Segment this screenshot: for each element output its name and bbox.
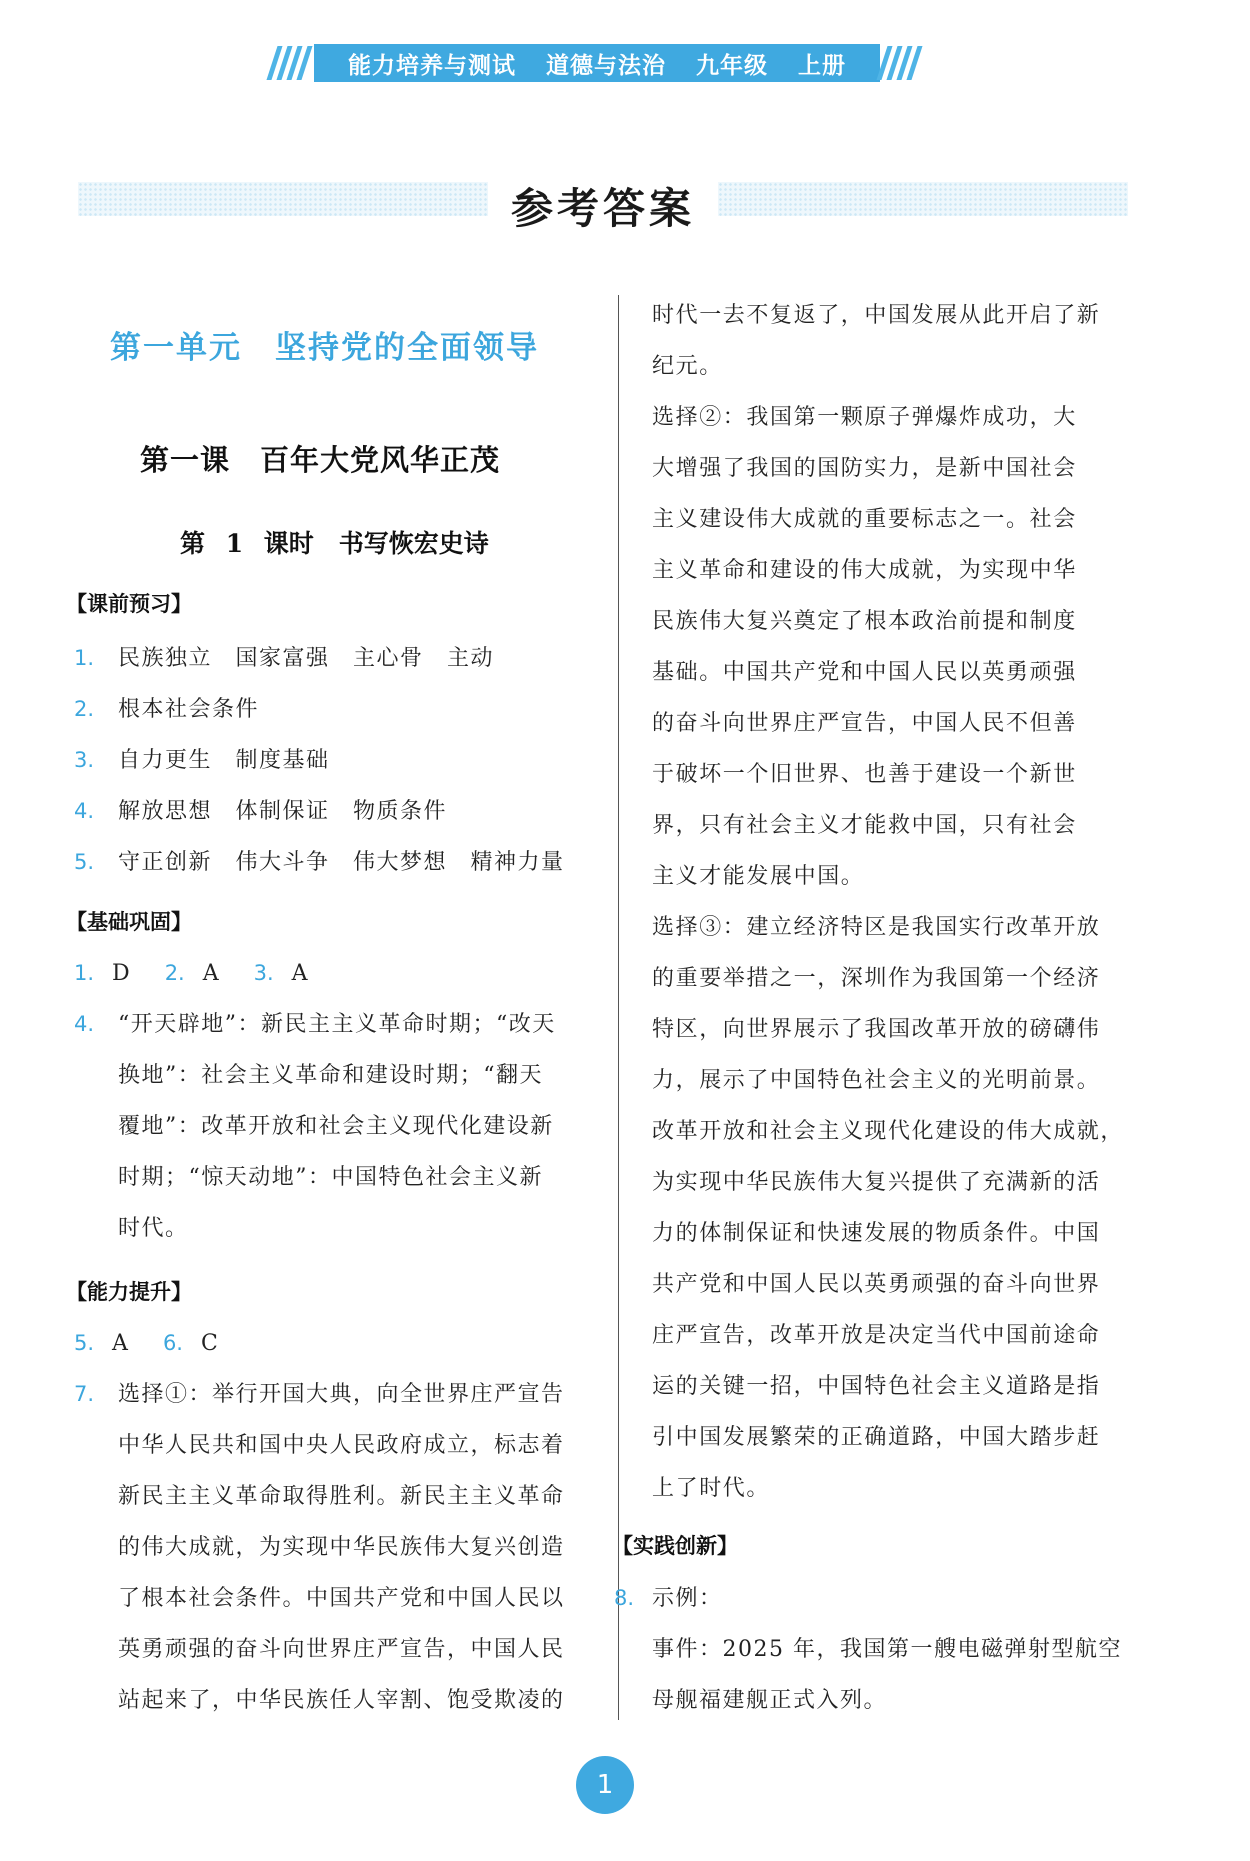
answer-line: 英勇顽强的奋斗向世界庄严宣告，中国人民: [118, 1637, 565, 1662]
answer-line: 选择②：我国第一颗原子弹爆炸成功，大: [652, 405, 1077, 430]
page-title: 参考答案: [510, 184, 695, 233]
answer-line: 主义建设伟大成就的重要标志之一。社会: [652, 507, 1077, 532]
choice-value: A: [202, 961, 219, 986]
column-divider: [618, 295, 619, 1720]
answer-line: 示例：: [652, 1586, 723, 1611]
answer-line: 选择①：举行开国大典，向全世界庄严宣告: [118, 1382, 565, 1407]
answer-line: 引中国发展繁荣的正确道路，中国大踏步赶: [652, 1425, 1101, 1450]
item-text: 自力更生 制度基础: [118, 748, 330, 773]
item-number: 8.: [614, 1586, 635, 1610]
answer-line: 上了时代。: [652, 1476, 771, 1501]
answer-line: 民族伟大复兴奠定了根本政治前提和制度: [652, 609, 1077, 634]
choice-number: 2.: [164, 961, 185, 985]
answer-line: 力，展示了中国特色社会主义的光明前景。: [652, 1068, 1101, 1093]
answer-line: 的奋斗向世界庄严宣告，中国人民不但善: [652, 711, 1077, 736]
lesson-title: 第一课 百年大党风华正茂: [140, 443, 501, 477]
answer-line: 选择③：建立经济特区是我国实行改革开放: [652, 915, 1101, 940]
banner-stripes-right: [882, 46, 922, 80]
period-title: 第 1 课时 书写恢宏史诗: [180, 529, 489, 558]
unit-title: 第一单元 坚持党的全面领导: [110, 330, 539, 366]
answer-line: 母舰福建舰正式入列。: [652, 1688, 888, 1713]
choice-value: C: [200, 1331, 218, 1356]
question-4-answer: [74, 999, 618, 1254]
answer-line: 事件：2025 年，我国第一艘电磁弹射型航空: [652, 1637, 1122, 1662]
item-text: 根本社会条件: [118, 697, 260, 722]
list-item: [74, 735, 618, 786]
subject-name: 道德与法治: [546, 52, 666, 79]
answer-line: 于破坏一个旧世界、也善于建设一个新世: [652, 762, 1077, 787]
answer-line: 时代一去不复返了，中国发展从此开启了新: [652, 303, 1101, 328]
answer-line: 纪元。: [652, 354, 723, 379]
answer-line: 新民主主义革命取得胜利。新民主主义革命: [118, 1484, 565, 1509]
item-text: 守正创新 伟大斗争 伟大梦想 精神力量: [118, 850, 565, 875]
banner-bar: [314, 44, 880, 82]
answer-line: 中华人民共和国中央人民政府成立，标志着: [118, 1433, 565, 1458]
page-number: 1: [576, 1756, 634, 1814]
choice-answers-row: [74, 1318, 246, 1369]
answer-line: 主义革命和建设的伟大成就，为实现中华: [652, 558, 1077, 583]
grade-name: 九年级: [696, 52, 768, 79]
answer-line: 为实现中华民族伟大复兴提供了充满新的活: [652, 1170, 1101, 1195]
item-number: 7.: [74, 1382, 95, 1406]
item-text: 民族独立 国家富强 主心骨 主动: [118, 646, 495, 671]
item-text: 解放思想 体制保证 物质条件: [118, 799, 448, 824]
item-number: 5.: [74, 850, 95, 874]
section-heading-ability: 【能力提升】: [66, 1280, 192, 1304]
list-item: [74, 684, 618, 735]
choice-value: A: [291, 961, 308, 986]
question-8-answer: [614, 1573, 1132, 1726]
answer-line: 大增强了我国的国防实力，是新中国社会: [652, 456, 1077, 481]
section-heading-practice: 【实践创新】: [612, 1534, 738, 1558]
item-number: 1.: [74, 646, 95, 670]
choice-value: A: [112, 1331, 128, 1356]
answer-line: 改革开放和社会主义现代化建设的伟大成就，: [652, 1119, 1125, 1144]
answer-line: 特区，向世界展示了我国改革开放的磅礴伟: [652, 1017, 1101, 1042]
section-heading-basic: 【基础巩固】: [66, 910, 192, 934]
list-item: [74, 786, 618, 837]
choice-answers-row: [74, 948, 336, 999]
answer-line: 站起来了，中华民族任人宰割、饱受欺凌的: [118, 1688, 565, 1713]
answer-line: 运的关键一招，中国特色社会主义道路是指: [652, 1374, 1101, 1399]
list-item: [74, 837, 618, 888]
series-name: 能力培养与测试: [348, 52, 516, 79]
item-number: 2.: [74, 697, 95, 721]
right-column-text: [652, 290, 1142, 1514]
answer-line: 共产党和中国人民以英勇顽强的奋斗向世界: [652, 1272, 1101, 1297]
answer-line: 的重要举措之一，深圳作为我国第一个经济: [652, 966, 1101, 991]
item-number: 4.: [74, 799, 95, 823]
answer-line: 的伟大成就，为实现中华民族伟大复兴创造: [118, 1535, 565, 1560]
question-7-answer: [74, 1369, 618, 1726]
choice-number: 3.: [253, 961, 274, 985]
answer-line: 了根本社会条件。中国共产党和中国人民以: [118, 1586, 565, 1611]
choice-value: D: [112, 961, 130, 986]
choice-number: 1.: [74, 961, 95, 985]
header-banner: [272, 40, 922, 84]
main-title-band: [78, 176, 1128, 233]
answer-line: 覆地”：改革开放和社会主义现代化建设新: [118, 1114, 554, 1139]
choice-number: 5.: [74, 1331, 95, 1355]
answer-line: 力的体制保证和快速发展的物质条件。中国: [652, 1221, 1101, 1246]
volume-name: 上册: [798, 52, 846, 79]
answer-line: 时期；“惊天动地”：中国特色社会主义新: [118, 1165, 543, 1190]
answer-line: 庄严宣告，改革开放是决定当代中国前途命: [652, 1323, 1101, 1348]
item-number: 3.: [74, 748, 95, 772]
answer-line: 时代。: [118, 1216, 189, 1241]
item-number: 4.: [74, 1012, 95, 1036]
answer-line: 基础。中国共产党和中国人民以英勇顽强: [652, 660, 1077, 685]
answer-line: 主义才能发展中国。: [652, 864, 865, 889]
choice-number: 6.: [162, 1331, 183, 1355]
answer-line: 界，只有社会主义才能救中国，只有社会: [652, 813, 1077, 838]
answer-line: 换地”：社会主义革命和建设时期；“翻天: [118, 1063, 543, 1088]
banner-stripes-left: [272, 46, 312, 80]
list-item: [74, 633, 618, 684]
section-heading-preview: 【课前预习】: [66, 592, 192, 616]
answer-line: “开天辟地”：新民主主义革命时期；“改天: [118, 1012, 556, 1037]
